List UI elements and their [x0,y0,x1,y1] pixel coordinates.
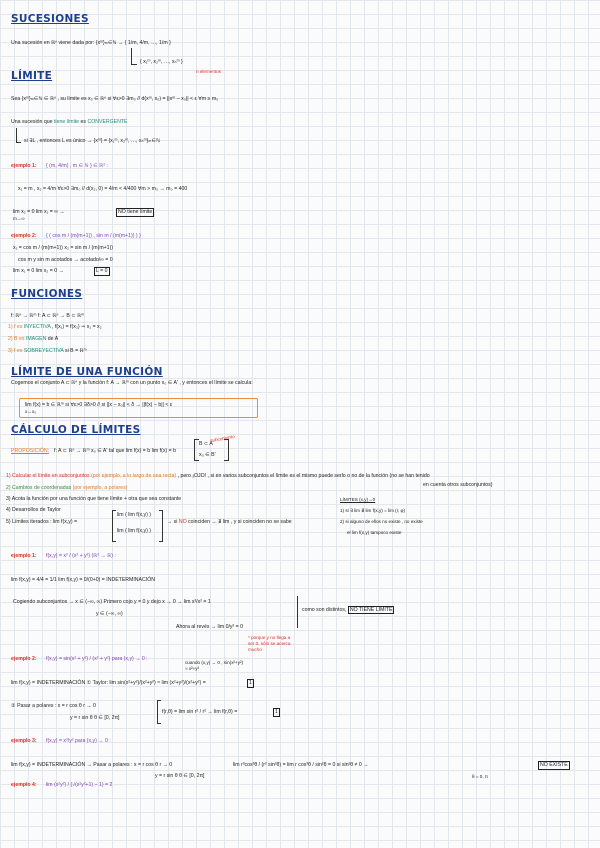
ejemplo-f2-function: f(x,y) = sin(x² + y²) / (x² + y²) para (x,y) → 0 : [46,656,148,662]
ejemplo-f2-line4: f(r,θ) = lim sin r² / r² → lim f(r,θ) = [162,709,238,715]
text: 1) Calcular el límite en subconjuntos [6,473,92,479]
proposicion-label: PROPOSICIÓN: [11,448,50,454]
ejemplo-f2-line2: ② Pasar a polares : x = r cos θ r → 0 [11,703,96,709]
section-title-calculo: CÁLCULO DE LÍMITES [11,424,141,436]
method-1 [6,473,430,480]
subset-condition-2: x₀ ∈ B' [199,452,216,458]
method-4: 4) Desarrollos de Taylor [6,507,61,513]
convergente-term: CONVERGENTE [87,119,128,125]
ejemplo-f4-label: ejemplo 4: [11,782,37,788]
limit-definition-sub: x→x₀ [25,409,37,414]
ejemplo-2-line1: x₁ = cos m / (m(m+1)) x₂ = sin m / (m(m+1)) [13,245,114,251]
bracket-line [16,128,17,142]
ejemplo-1-line2: lim x₂ = 0 lim x₁ = ∞ → [13,209,65,215]
text: es [79,119,88,125]
text: si B = ℝᵐ [63,348,87,354]
section-title-funciones: FUNCIONES [11,288,83,300]
iterated-limit-a: lim ( lim f(x,y) ) [117,512,151,518]
sobreyectiva-term: SOBREYECTIVA [23,348,64,354]
ejemplo-f2-line1: lim f(x,y) = INDETERMINACIÓN ① Taylor: lim sin(x²+y²)/(x²+y²) ≈ lim (x²+y²)/(x²+y²) = [11,680,206,686]
bracket-right [224,439,229,461]
text: 2) Cambios de coordenadas [6,485,73,491]
result-box: 1 [275,709,278,715]
inyectiva-term: INYECTIVA [23,324,51,330]
bracket-left [157,700,161,724]
ejemplo-f1-note: * porque y no llega a ser 0, sólo se acerca mucho [248,635,291,652]
n-elements-note: n elementos [196,69,222,74]
limite-funcion-intro: Cogemos el conjunto A ⊂ ℝⁿ y la función f: A → ℝᵐ con un punto x₀ ∈ A' , y entonces el límite se calcula: [11,380,253,386]
sucesion-definition: Una sucesión en ℝⁿ viene dada por: {xᵐ}ₘ∈ℕ → { 1/m, 4/m, …, 1/m } [11,40,171,46]
text-example: (por ejemplo, a polares) [72,485,128,491]
limite-unico: si ∃L , entonces L es único → {xᵐ} = {x₁ᵐ, x₂ᵐ, …, xₙᵐ}ₘ∈ℕ [24,138,161,144]
section-title-sucesiones: SUCESIONES [11,13,89,25]
ejemplo-f2-label: ejemplo 2: [11,656,37,662]
subset-condition: B ⊂ A [199,441,213,447]
ejemplo-2-line3: lim x₁ = 0 lim x₂ = 0 → [13,268,64,274]
text: , f(x₁) = f(x₂) ⇒ x₁ = x₂ [50,324,102,330]
ejemplo-f1-function: f(x,y) = x² / (x² + y²) (ℝ² → ℝ) : [46,553,116,559]
iterated-result [167,519,292,526]
bracket-line [16,142,21,143]
text: 3) f es [8,348,24,354]
sucesion-elements: { x₁ᵐ, x₂ᵐ, …, xₙᵐ } [140,59,183,65]
no-limit-box: NO tiene límite [118,209,153,215]
text-highlight: tiene límite [53,119,80,125]
proposicion-text: f: A ⊂ ℝⁿ → ℝᵐ x₀ ∈ A' tal que lim f(x) = b lim f(x) = b [54,448,176,454]
subconjunto-note: subconjunto [209,433,236,444]
section-title-limite-funcion: LÍMITE DE UNA FUNCIÓN [11,366,163,378]
bracket-right [159,510,163,542]
side-note-1: 1) si ∃ lim ∄ lim f(x,y) = lim (r, φ) [340,508,406,513]
ejemplo-f4-function: lim (x²y²) / (√(x²y²+1) − 1) = 2 [46,782,113,788]
text-example: (por ejemplo, a lo largo de una recta) [91,473,177,479]
imagen-line [8,336,58,343]
funcion-definition: f: ℝⁿ → ℝᵐ f: A ⊂ ℝⁿ → B ⊂ ℝᵐ [11,313,85,319]
ejemplo-f3-line3: lim r³cos³θ / (r² sin²θ) = lim r cos³θ / sin²θ = 0 si sin²θ ≠ 0 → [233,762,369,768]
imagen-term: IMAGEN [25,336,47,342]
limite-definition: Sea {xᵐ}ₘ∈ℕ ∈ ℝⁿ , su límite es x₀ ∈ ℝⁿ si ∀ε>0 ∃m₀ // d(xᵐ, x₀) = ||xᵐ − x₀|| < ε ∀m ≥ m₀ [11,96,219,102]
text: 1) f es [8,324,24,330]
iterated-limit-b: lim ( lim f(x,y) ) [117,528,151,534]
text: Una sucesión que [11,119,54,125]
ejemplo-2-line2: cos m y sin m acotados → acotado/∞ = 0 [18,257,113,263]
ejemplo-f3-function: f(x,y) = x³/y² para (x,y) → 0 : [46,738,111,744]
ejemplo-1-set: { (m, 4/m) , m ∈ ℕ } ∈ ℝ² : [46,163,108,169]
sobreyectiva-line [8,348,87,355]
side-note-2: 2) si alguno de ellos no existe , no existe [340,519,423,524]
inyectiva-line [8,324,102,331]
ejemplo-f3-line2: y = r sin θ θ ∈ [0, 2π] [155,773,205,779]
limit-definition-formula: lim f(x) = b ∈ ℝᵐ si ∀ε>0 ∃δ>0 // si ||x − x₀|| < δ → ||f(x) − b|| < ε [25,402,173,408]
method-2 [6,485,127,492]
ejemplo-f1-label: ejemplo 1: [11,553,37,559]
text-no: NO [178,519,187,525]
ejemplo-f2-line3: y = r sin θ θ ∈ [0, 2π] [70,715,120,721]
method-1-cont: en cuenta otros subconjuntos) [423,482,493,488]
ejemplo-2-set: { ( cos m / (m(m+1)) , sin m / (m(m+1)) ) } [46,233,141,239]
text: → si [167,519,179,525]
text: 2) B es [8,336,26,342]
ejemplo-1-sub: m→∞ [13,216,25,221]
bracket-line [297,596,298,628]
method-3: 3) Acota la función por una función que tiene límite + otra que sea constante [6,496,182,502]
ejemplo-2-label: ejemplo 2: [11,233,37,239]
text: coinciden → ∄ lim , y si coinciden no se sabe [186,519,292,525]
convergente-line [11,119,128,126]
ejemplo-f3-label: ejemplo 3: [11,738,37,744]
bracket-line [131,64,137,65]
section-title-limite: LÍMITE [11,70,53,82]
ejemplo-f3-theta: θ = 0, π [472,774,489,779]
limit-result-box: L = 0 [96,268,108,274]
ejemplo-1-label: ejemplo 1: [11,163,37,169]
text: , pero ¡OJO! , si en varios subconjuntos el límite es el mismo puede serlo o no de la función (no se han tenido [176,473,430,479]
ejemplo-f3-line1: lim f(x,y) = INDETERMINACIÓN → Pasar a polares : x = r cos θ r → 0 [11,762,173,768]
text: como son distintos, [302,607,347,613]
result-box: 1 [249,680,252,686]
ejemplo-f1-line1: lim f(x,y) = 4/4 = 1/1 lim f(x,y) = 0/(0+0) = INDETERMINACIÓN [11,577,155,583]
ejemplo-f1-line2: Cogiendo subconjuntos → x ∈ (−∞, ∞) Primero cojo y = 0 y dejo x → 0 → lim x²/x² = 1 [13,599,211,605]
bracket-left [112,510,116,542]
text: de A [46,336,59,342]
ejemplo-f1-line3: y ∈ (−∞, ∞) [96,611,123,617]
ejemplo-f1-result [302,607,394,614]
no-existe-box: NO EXISTE [540,762,568,768]
ejemplo-1-line1: x₁ = m , x₂ = 4/m ∀ε>0 ∃m₀ // d(x₂, 0) = 4/m < 4/400 ∀m > m₀ → m₀ = 400 [18,186,188,192]
ejemplo-f1-line4: Ahora al revés → lim 0/y² = 0 [176,624,244,630]
method-5: 5) Límites iterados : lim f(x,y) = [6,519,78,525]
bracket-line [131,48,132,64]
taylor-note: cuando (x,y) → 0 , sin(x²+y²) ≈ x²+y² [185,660,244,671]
side-note-title: LÍMITES (x,y)→0 [340,497,376,502]
side-note-3: el lim f(x,y) tampoco existe [347,530,402,535]
no-limit-box: NO TIENE LÍMITE [349,607,393,613]
